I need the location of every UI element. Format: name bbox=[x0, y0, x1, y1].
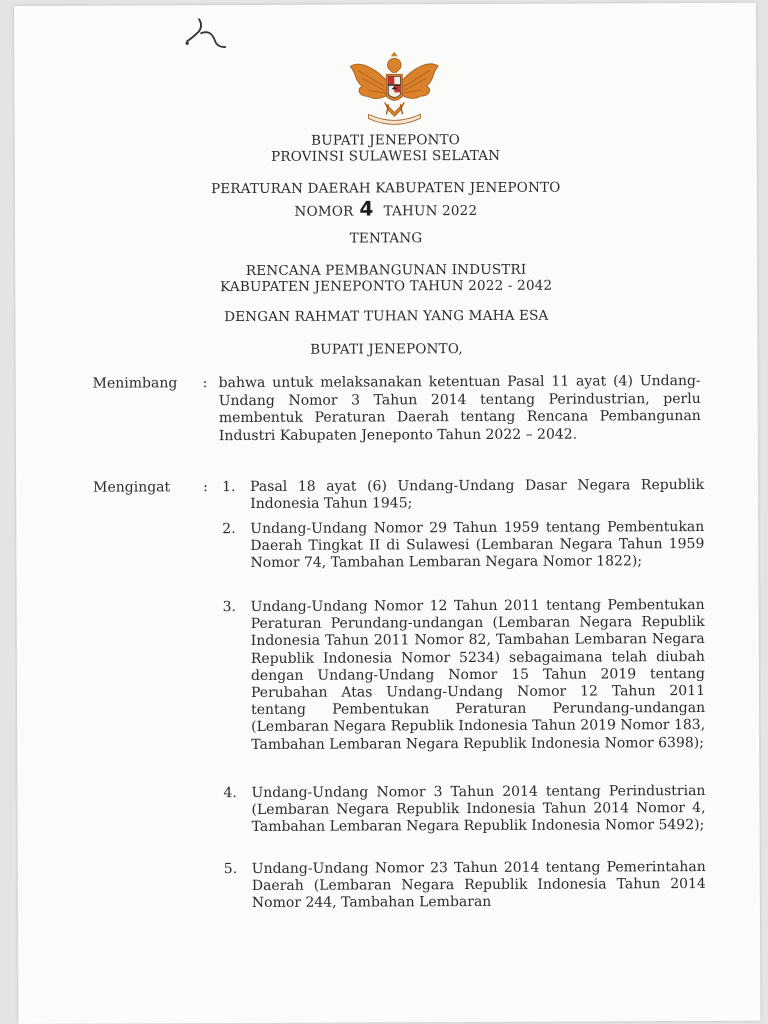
official-name bbox=[15, 340, 757, 359]
subject-line-1: RENCANA PEMBANGUNAN INDUSTRI bbox=[245, 261, 527, 279]
mengingat-label: Mengingat bbox=[93, 479, 171, 496]
preamble bbox=[15, 307, 757, 326]
garuda-pancasila-emblem-icon bbox=[344, 52, 444, 128]
list-item bbox=[223, 597, 706, 754]
regulation-name: PERATURAN DAERAH KABUPATEN JENEPONTO bbox=[211, 179, 561, 198]
list-item bbox=[223, 783, 705, 837]
tentang-label: TENTANG bbox=[349, 230, 423, 247]
document-page bbox=[14, 3, 760, 1024]
item-text: Undang-Undang Nomor 3 Tahun 2014 tentang Perindustrian (Lembaran Negara Republik Indonesia Tahun 2014 Nomor 4, Tambahan Lembaran Negara Republik Indonesia Nomor 5492); bbox=[251, 782, 706, 836]
nomor-handwritten-value: 4 bbox=[359, 196, 374, 221]
regulation-subject bbox=[15, 261, 757, 296]
regent-title bbox=[15, 131, 757, 166]
menimbang-colon: : bbox=[202, 375, 208, 392]
item-text: Undang-Undang Nomor 23 Tahun 2014 tentang Pemerintahan Daerah (Lembaran Negara Republik Indonesia Tahun 2014 Nomor 244, Tambahan Lembaran bbox=[251, 858, 706, 912]
tentang-heading bbox=[15, 229, 757, 248]
preamble-text: DENGAN RAHMAT TUHAN YANG MAHA ESA bbox=[224, 307, 549, 326]
item-number: 3. bbox=[222, 599, 237, 616]
list-item bbox=[222, 519, 704, 573]
nomor-label: NOMOR bbox=[294, 203, 354, 220]
title-line-2: PROVINSI SULAWESI SELATAN bbox=[271, 147, 501, 165]
menimbang-label: Menimbang bbox=[92, 375, 178, 392]
menimbang-text: bahwa untuk melaksanakan ketentuan Pasal 11 ayat (4) Undang-Undang Nomor 3 Tahun 2014 tentang Perindustrian, perlu membentuk Peraturan Daerah tentang Rencana Pembangunan Industri Kabupaten Jeneponto Tahun 2022 – 2042. bbox=[218, 373, 701, 444]
list-item bbox=[222, 477, 704, 514]
tahun-label: TAHUN 2022 bbox=[383, 202, 478, 220]
item-text: Undang-Undang Nomor 29 Tahun 1959 tentang Pembentukan Daerah Tingkat II di Sulawesi (Lembaran Negara Tahun 1959 Nomor 74, Tambahan Lembaran Negara Nomor 1822); bbox=[250, 518, 705, 572]
official-text: BUPATI JENEPONTO, bbox=[310, 341, 463, 358]
subject-line-2: KABUPATEN JENEPONTO TAHUN 2022 - 2042 bbox=[220, 277, 553, 296]
regulation-number-line bbox=[15, 195, 757, 222]
mengingat-colon: : bbox=[203, 479, 208, 496]
item-number: 4. bbox=[223, 785, 237, 802]
item-number: 1. bbox=[222, 479, 236, 496]
item-text: Pasal 18 ayat (6) Undang-Undang Dasar Negara Republik Indonesia Tahun 1945; bbox=[250, 476, 705, 513]
list-item bbox=[224, 859, 706, 913]
regulation-heading bbox=[15, 179, 757, 222]
pen-mark-icon bbox=[179, 15, 229, 55]
item-number: 2. bbox=[222, 521, 236, 538]
item-number: 5. bbox=[223, 861, 238, 878]
title-line-1: BUPATI JENEPONTO bbox=[311, 132, 461, 149]
item-text: Undang-Undang Nomor 12 Tahun 2011 tentang Pembentukan Peraturan Perundang-undangan (Lembaran Negara Republik Indonesia Tahun 2011 Nomor 82, Tambahan Lembaran Negara Republik Indonesia Nomor 5234) sebagaimana telah diubah dengan Undang-Undang Nomor 15 Tahun 2019 tentang Perubahan Atas Undang-Undang Nomor 12 Tahun 2011 tentang Pembentukan Peraturan Perundang-undangan (Lembaran Negara Republik Indonesia Tahun 2019 Nomor 183, Tambahan Lembaran Negara Republik Indonesia Nomor 6398); bbox=[250, 596, 706, 753]
